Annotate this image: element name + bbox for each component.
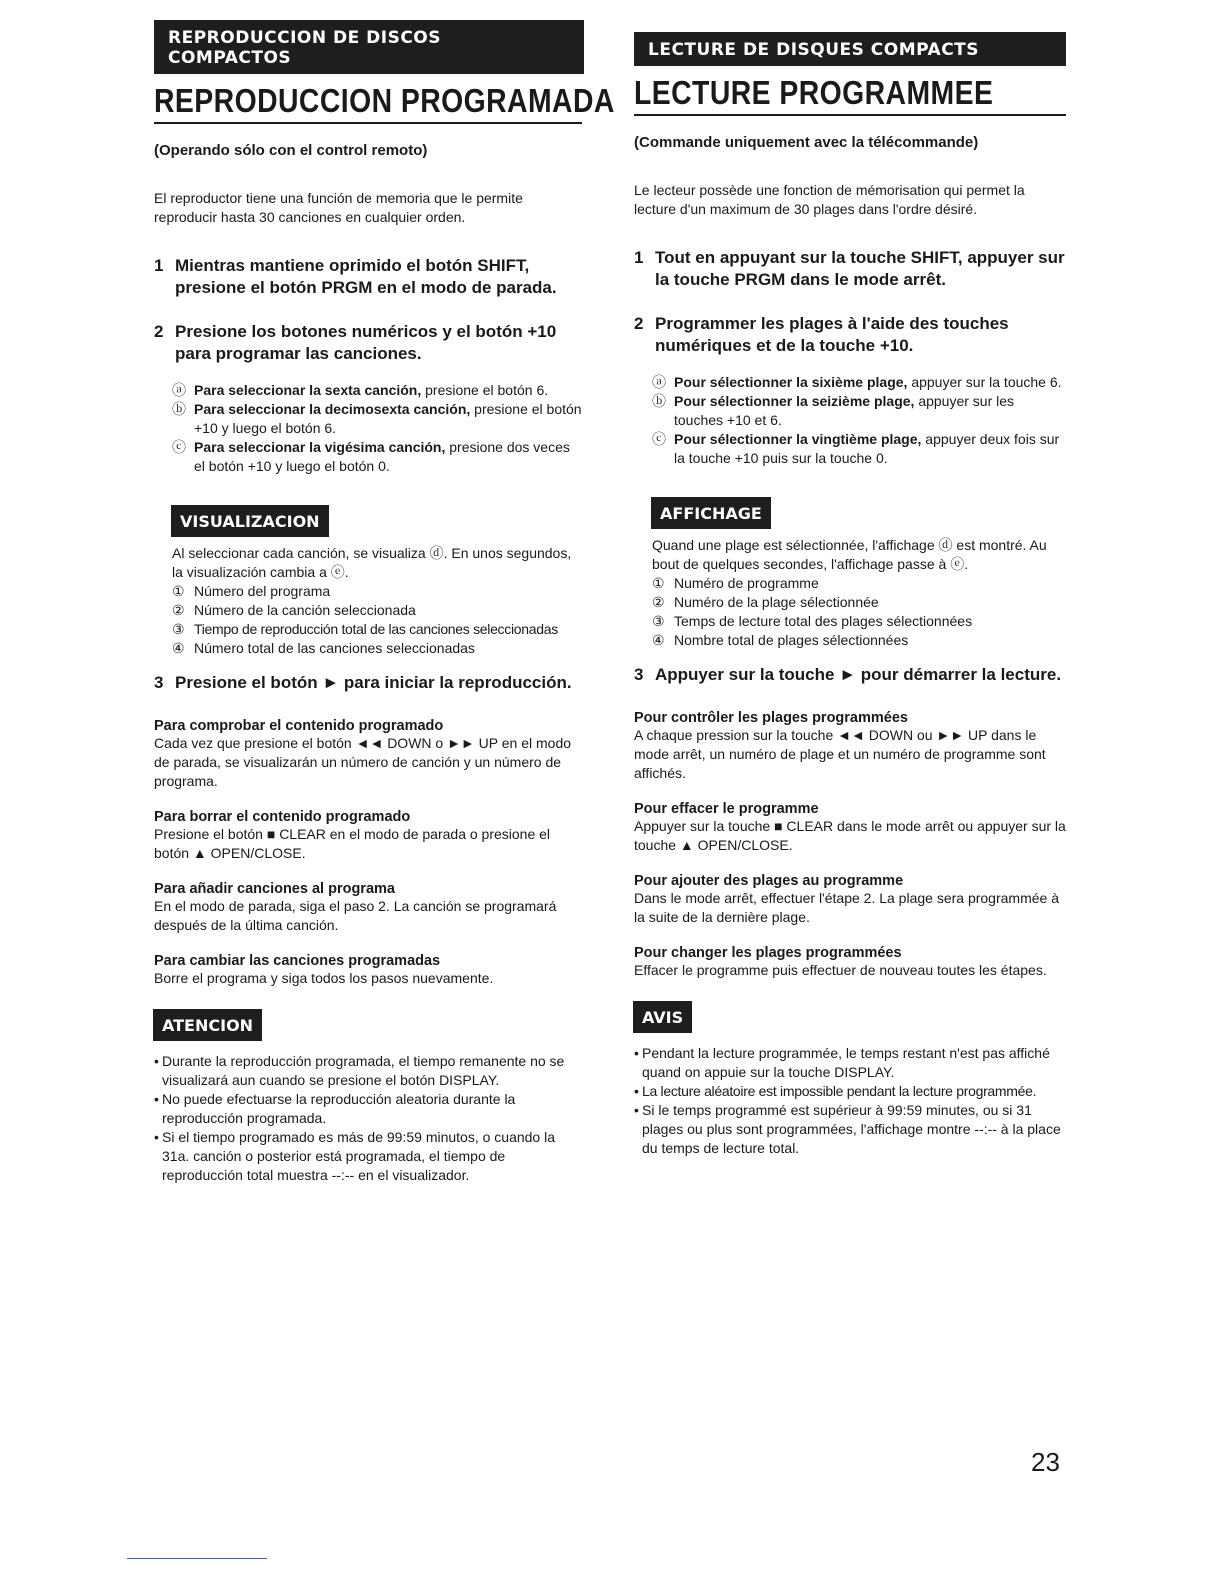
- note-heading: Pour ajouter des plages au programme: [634, 873, 904, 889]
- list-item-text: Número de la canción seleccionada: [194, 602, 416, 618]
- note-heading: Pour contrôler les plages programmées: [634, 710, 908, 726]
- substep-text: presione dos veces el botón +10 y luego el botón 0.: [194, 439, 570, 474]
- list-item: [172, 582, 584, 601]
- step-2-substeps: [172, 381, 584, 476]
- substep-text: presione el botón 6.: [425, 382, 549, 398]
- substep-bold: Para seleccionar la decimosexta canción,: [194, 401, 471, 417]
- step-2-substeps: [652, 373, 1066, 468]
- note-heading: Pour effacer le programme: [634, 801, 819, 817]
- substep-text: appuyer sur la touche 6.: [911, 374, 1062, 390]
- circled-3-icon: ③: [652, 613, 665, 629]
- list-item-text: La lecture aléatoire est impossible pendant la lecture programmée.: [642, 1083, 1037, 1099]
- title-rule: [154, 122, 582, 124]
- display-section: [172, 544, 584, 658]
- substep-c: [652, 430, 1066, 468]
- substep-text: appuyer sur les touches +10 et 6.: [674, 393, 1015, 428]
- circled-c-icon: ⓒ: [172, 439, 186, 455]
- warning-tag: AVIS: [634, 1002, 691, 1032]
- subtitle: (Commande uniquement avec la télécommande): [634, 134, 979, 151]
- circled-b-icon: ⓑ: [172, 401, 186, 417]
- substep-bold: Pour sélectionner la vingtième plage,: [674, 431, 922, 447]
- circled-1-icon: ①: [652, 575, 665, 591]
- substep-c: [172, 438, 584, 476]
- note-heading: Para añadir canciones al programa: [154, 881, 395, 897]
- note-body: En el modo de parada, siga el paso 2. La canción se programará después de la última canción.: [154, 898, 557, 933]
- warning-list: [634, 1044, 1066, 1158]
- section-banner: REPRODUCCION DE DISCOS COMPACTOS: [154, 20, 584, 74]
- list-item: [652, 612, 1066, 631]
- list-item: [652, 574, 1066, 593]
- circled-4-icon: ④: [172, 640, 185, 656]
- list-item-text: Número del programa: [194, 583, 331, 599]
- list-item: [154, 1052, 584, 1090]
- step-number: 3: [154, 673, 164, 692]
- step-text: Programmer les plages à l'aide des touches numériques et de la touche +10.: [655, 314, 1009, 355]
- step-number: 3: [634, 665, 644, 684]
- substep-text: appuyer deux fois sur la touche +10 puis sur la touche 0.: [674, 431, 1060, 466]
- step-number: 1: [154, 256, 164, 275]
- list-item-text: Tiempo de reproducción total de las canciones seleccionadas: [194, 621, 558, 637]
- step-text: Presione los botones numéricos y el botón +10 para programar las canciones.: [175, 322, 557, 363]
- substep-a: [172, 381, 584, 400]
- display-text: Quand une plage est sélectionnée, l'affichage ⓓ est montré. Au bout de quelques secondes, l'affichage passe à ⓔ.: [652, 537, 1047, 572]
- step-text: Tout en appuyant sur la touche SHIFT, appuyer sur la touche PRGM dans le mode arrêt.: [655, 248, 1065, 289]
- bullet-icon: •: [634, 1102, 639, 1118]
- note-body: Presione el botón ■ CLEAR en el modo de parada o presione el botón ▲ OPEN/CLOSE.: [154, 826, 551, 861]
- step-1: [154, 255, 584, 299]
- list-item-text: Número total de las canciones seleccionadas: [194, 640, 475, 656]
- list-item: [634, 1101, 1066, 1158]
- list-item-text: No puede efectuarse la reproducción aleatoria durante la reproducción programada.: [162, 1091, 516, 1126]
- list-item: [634, 1082, 1066, 1101]
- step-2: [154, 321, 584, 365]
- substep-b: [652, 392, 1066, 430]
- display-tag: AFFICHAGE: [652, 498, 770, 528]
- spanish-column: [154, 20, 615, 1185]
- subtitle: (Operando sólo con el control remoto): [154, 142, 428, 159]
- list-item-text: Si el tiempo programado es más de 99:59 minutos, o cuando la 31a. canción o posterior está programada, el tiempo de reproducción total muestra --:-- en el visualizador.: [162, 1129, 556, 1183]
- substep-bold: Para seleccionar la vigésima canción,: [194, 439, 446, 455]
- note-heading: Pour changer les plages programmées: [634, 945, 902, 961]
- substep-bold: Pour sélectionner la sixième plage,: [674, 374, 908, 390]
- substep-text: presione el botón +10 y luego el botón 6.: [194, 401, 582, 436]
- list-item-text: Durante la reproducción programada, el tiempo remanente no se visualizará aun cuando se presione el botón DISPLAY.: [162, 1053, 565, 1088]
- step-number: 2: [634, 314, 644, 333]
- list-item-text: Numéro de programme: [674, 575, 819, 591]
- bullet-icon: •: [634, 1045, 639, 1061]
- list-item: [652, 631, 1066, 650]
- page-title: LECTURE PROGRAMMEE: [634, 74, 994, 111]
- substep-bold: Para seleccionar la sexta canción,: [194, 382, 422, 398]
- display-list: [172, 582, 584, 658]
- warning-list: [154, 1052, 584, 1185]
- list-item: [172, 601, 584, 620]
- bullet-icon: •: [154, 1091, 159, 1107]
- list-item-text: Pendant la lecture programmée, le temps restant n'est pas affiché quand on appuie sur la touche DISPLAY.: [642, 1045, 1050, 1080]
- list-item-text: Numéro de la plage sélectionnée: [674, 594, 879, 610]
- bullet-icon: •: [634, 1083, 639, 1099]
- note-body: A chaque pression sur la touche ◄◄ DOWN ou ►► UP dans le mode arrêt, un numéro de plage et un numéro de programme sont affichés.: [634, 727, 1046, 781]
- list-item-text: Nombre total de plages sélectionnées: [674, 632, 909, 648]
- circled-1-icon: ①: [172, 583, 185, 599]
- substep-bold: Pour sélectionner la seizième plage,: [674, 393, 915, 409]
- note-heading: Para cambiar las canciones programadas: [154, 953, 441, 969]
- step-text: Appuyer sur la touche ► pour démarrer la lecture.: [655, 665, 1062, 684]
- step-text: Presione el botón ► para iniciar la reproducción.: [175, 673, 572, 692]
- title-rule: [634, 114, 1066, 116]
- warning-tag: ATENCION: [154, 1010, 261, 1040]
- circled-4-icon: ④: [652, 632, 665, 648]
- note-body: Appuyer sur la touche ■ CLEAR dans le mode arrêt ou appuyer sur la touche ▲ OPEN/CLOSE.: [634, 818, 1066, 853]
- list-item: [172, 639, 584, 658]
- note-body: Dans le mode arrêt, effectuer l'étape 2. La plage sera programmée à la suite de la dernière plage.: [634, 890, 1059, 925]
- circled-a-icon: ⓐ: [172, 382, 186, 398]
- step-number: 1: [634, 248, 644, 267]
- bullet-icon: •: [154, 1053, 159, 1069]
- step-number: 2: [154, 322, 164, 341]
- circled-3-icon: ③: [172, 621, 185, 637]
- note-heading: Para borrar el contenido programado: [154, 809, 411, 825]
- circled-a-icon: ⓐ: [652, 374, 666, 390]
- step-3: [154, 672, 584, 694]
- list-item: [154, 1128, 584, 1185]
- page-title: REPRODUCCION PROGRAMADA: [154, 82, 615, 119]
- intro-paragraph: El reproductor tiene una función de memoria que le permite reproducir hasta 30 canciones en cualquier orden.: [154, 190, 523, 225]
- page-number: 23: [1031, 1447, 1060, 1477]
- bullet-icon: •: [154, 1129, 159, 1145]
- step-3: [634, 664, 1066, 686]
- list-item: [634, 1044, 1066, 1082]
- circled-b-icon: ⓑ: [652, 393, 666, 409]
- substep-a: [652, 373, 1066, 392]
- list-item: [154, 1090, 584, 1128]
- intro-paragraph: Le lecteur possède une fonction de mémorisation qui permet la lecture d'un maximum de 30 plages dans l'ordre désiré.: [634, 182, 1025, 217]
- display-section: [652, 536, 1066, 650]
- circled-2-icon: ②: [172, 602, 185, 618]
- list-item-text: Temps de lecture total des plages sélectionnées: [674, 613, 973, 629]
- circled-2-icon: ②: [652, 594, 665, 610]
- substep-b: [172, 400, 584, 438]
- note-body: Cada vez que presione el botón ◄◄ DOWN o ►► UP en el modo de parada, se visualizarán un número de canción y un número de programa.: [154, 735, 572, 789]
- step-text: Mientras mantiene oprimido el botón SHIFT, presione el botón PRGM en el modo de parada.: [175, 256, 557, 297]
- display-tag: VISUALIZACION: [172, 506, 328, 536]
- note-body: Effacer le programme puis effectuer de nouveau toutes les étapes.: [634, 962, 1047, 978]
- display-list: [652, 574, 1066, 650]
- section-banner: LECTURE DE DISQUES COMPACTS: [634, 32, 1066, 66]
- note-heading: Para comprobar el contenido programado: [154, 718, 444, 734]
- footer-rule: [127, 1558, 267, 1559]
- display-text: Al seleccionar cada canción, se visualiza ⓓ. En unos segundos, la visualización cambia a ⓔ.: [172, 545, 572, 580]
- circled-c-icon: ⓒ: [652, 431, 666, 447]
- step-1: [634, 247, 1066, 291]
- step-2: [634, 313, 1066, 357]
- note-body: Borre el programa y siga todos los pasos nuevamente.: [154, 970, 494, 986]
- list-item: [172, 620, 584, 639]
- list-item-text: Si le temps programmé est supérieur à 99:59 minutes, ou si 31 plages ou plus sont programmées, l'affichage montre --:-- à la place du temps de lecture total.: [642, 1102, 1061, 1156]
- list-item: [652, 593, 1066, 612]
- french-column: [634, 20, 1066, 1158]
